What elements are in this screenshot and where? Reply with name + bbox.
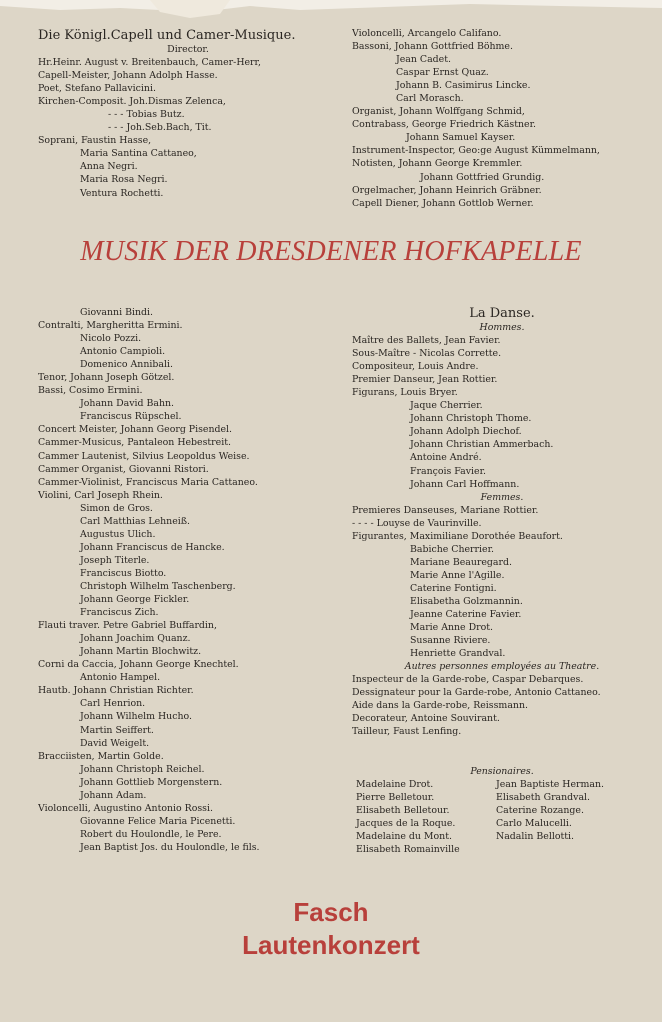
roster-line: Johann B. Casimirus Lincke. [396, 80, 531, 92]
pensionaire-row [356, 791, 604, 804]
roster-line: Johann Christoph Reichel. [80, 763, 205, 775]
pensionaire-name: Carlo Malucelli. [496, 818, 572, 830]
roster-line: - - - Joh.Seb.Bach, Tit. [108, 122, 212, 134]
roster-line: Instrument-Inspector, Geo:ge August Kümmelmann, [352, 145, 600, 157]
pensionaire-row [356, 843, 604, 856]
pensionaire-name: Caterine Rozange. [496, 805, 584, 817]
roster-line: Franciscus Rüpschel. [80, 411, 182, 423]
roster-line: Augustus Ulich. [80, 528, 156, 540]
roster-line: Babiche Cherrier. [410, 543, 494, 555]
roster-line: Carl Morasch. [396, 93, 464, 105]
pensionaire-row [356, 778, 604, 791]
roster-line: Ventura Rochetti. [80, 187, 164, 199]
roster-line: Susanne Riviere. [410, 635, 491, 647]
roster-line: Joseph Titerle. [80, 554, 150, 566]
roster-line: Marie Anne Drot. [410, 622, 493, 634]
roster-line: Maria Rosa Negri. [80, 174, 168, 186]
roster-line: Femmes. [480, 491, 524, 503]
roster-line: Dessignateur pour la Garde-robe, Antonio Cattaneo. [352, 687, 601, 699]
roster-line: Jean Cadet. [396, 54, 451, 66]
roster-line: Johann Martin Blochwitz. [80, 646, 202, 658]
roster-line: - - - - Louyse de Vaurinville. [352, 517, 482, 529]
pensionaire-row [356, 817, 604, 830]
roster-line: Giovanne Felice Maria Picenetti. [80, 815, 236, 827]
roster-line: Giovanni Bindi. [80, 307, 153, 318]
lower-left-roster [38, 306, 343, 854]
pensionaire-name: Madelaine du Mont. [356, 831, 452, 843]
roster-line: Aide dans la Garde-robe, Reissmann. [352, 700, 528, 712]
roster-line: La Danse. [469, 306, 535, 321]
top-right-roster [352, 27, 652, 210]
roster-line: Decorateur, Antoine Souvirant. [352, 713, 500, 725]
roster-line: Jeanne Caterine Favier. [410, 609, 522, 621]
roster-line: Figurans, Louis Bryer. [352, 387, 458, 399]
roster-line: Violoncelli, Augustino Antonio Rossi. [38, 802, 213, 814]
roster-line: Johann Adolph Diechof. [410, 426, 522, 438]
roster-line: Cammer-Violinist, Franciscus Maria Cattaneo. [38, 476, 258, 488]
roster-line: Jaque Cherrier. [410, 400, 483, 412]
roster-line: Johann Carl Hoffmann. [410, 478, 520, 490]
roster-line: Premieres Danseuses, Mariane Rottier. [352, 504, 539, 516]
roster-line: Johann Christoph Thome. [410, 413, 532, 425]
roster-line: Robert du Houlondle, le Pere. [80, 828, 222, 840]
roster-line: Tenor, Johann Joseph Götzel. [38, 372, 175, 384]
roster-line: Christoph Wilhelm Taschenberg. [80, 580, 236, 592]
roster-line: Johann Wilhelm Hucho. [80, 711, 192, 723]
pensionaire-name: Elisabeth Romainville [356, 844, 460, 856]
roster-line: Johann Adam. [80, 789, 147, 801]
roster-line: Hr.Heinr. August v. Breitenbauch, Camer-Herr, [38, 57, 261, 69]
roster-line: Carl Henrion. [80, 698, 146, 710]
pensionaire-name: Elisabeth Grandval. [496, 792, 591, 804]
roster-line: Franciscus Biotto. [80, 567, 167, 579]
roster-line: David Weigelt. [80, 737, 150, 749]
pensionaire-name: Elisabeth Belletour. [356, 805, 450, 817]
roster-line: Franciscus Zich. [80, 607, 159, 619]
roster-line: Cammer Organist, Giovanni Ristori. [38, 463, 209, 475]
roster-line: Die Königl.Capell und Camer-Musique. [38, 28, 296, 43]
roster-line: Antonio Campioli. [80, 346, 166, 358]
roster-line: Capell Diener, Johann Gottlob Werner. [352, 197, 534, 209]
roster-line: Johann Franciscus de Hancke. [80, 541, 225, 553]
roster-line: Johann Gottfried Grundig. [420, 171, 545, 183]
roster-line: Caterine Fontigni. [410, 582, 497, 594]
pensionaire-name: Nadalin Bellotti. [496, 831, 574, 843]
roster-line: Notisten, Johann George Kremmler. [352, 158, 523, 170]
roster-line: Orgelmacher, Johann Heinrich Gräbner. [352, 184, 542, 196]
roster-line: - - - Tobias Butz. [108, 109, 185, 121]
roster-line: Poet, Stefano Pallavicini. [38, 83, 156, 95]
roster-line: Tailleur, Faust Lenfing. [352, 726, 462, 738]
pensionaire-name: Madelaine Drot. [356, 779, 434, 790]
roster-line: Mariane Beauregard. [410, 556, 512, 568]
roster-line: Maître des Ballets, Jean Favier. [352, 335, 501, 347]
roster-line: Bassi, Cosimo Ermini. [38, 385, 143, 397]
roster-line: Nicolo Pozzi. [80, 333, 142, 345]
torn-edge [0, 0, 662, 30]
roster-line: Violoncelli, Arcangelo Califano. [352, 28, 502, 39]
roster-line: Premier Danseur, Jean Rottier. [352, 374, 498, 386]
roster-line: Violini, Carl Joseph Rhein. [38, 489, 163, 501]
roster-line: Johann George Fickler. [80, 594, 190, 606]
lower-right-roster [352, 306, 652, 739]
roster-line: Henriette Grandval. [410, 648, 506, 660]
roster-line: Inspecteur de la Garde-robe, Caspar Debarques. [352, 674, 584, 686]
roster-line: Simon de Gros. [80, 502, 153, 514]
pensionaire-name: Jean Baptiste Herman. [496, 779, 604, 790]
roster-line: Domenico Annibali. [80, 359, 173, 371]
roster-line: Maria Santina Cattaneo, [80, 148, 197, 160]
roster-line: Johann Joachim Quanz. [80, 633, 191, 645]
pensionaires-list [356, 778, 604, 856]
roster-line: Anna Negri. [80, 161, 138, 173]
roster-line: Contrabass, George Friedrich Kästner. [352, 119, 537, 131]
roster-line: Elisabetha Golzmannin. [410, 595, 523, 607]
pensionaire-name: Jacques de la Roque. [356, 818, 456, 830]
roster-line: Corni da Caccia, Johann George Knechtel. [38, 659, 239, 671]
pensionaires-heading: Pensionaires. [470, 766, 534, 777]
roster-line: Antonio Hampel. [80, 672, 161, 684]
footer-composer: Fasch [293, 897, 369, 927]
roster-line: Johann Samuel Kayser. [406, 132, 516, 144]
pensionaire-row [356, 830, 604, 843]
roster-line: Director. [167, 44, 209, 55]
roster-line: Capell-Meister, Johann Adolph Hasse. [38, 70, 218, 82]
roster-line: Johann Christian Ammerbach. [410, 439, 554, 451]
roster-line: Caspar Ernst Quaz. [396, 67, 489, 79]
roster-line: Kirchen-Composit. Joh.Dismas Zelenca, [38, 96, 226, 108]
roster-line: Cammer Lautenist, Silvius Leopoldus Weise. [38, 450, 250, 462]
roster-line: Marie Anne l'Agille. [410, 569, 505, 581]
roster-line: Hautb. Johann Christian Richter. [38, 685, 194, 697]
roster-line: Hommes. [479, 322, 525, 333]
roster-line: Organist, Johann Wolffgang Schmid, [352, 106, 525, 118]
pensionaire-row [356, 804, 604, 817]
pensionaire-name: Pierre Belletour. [356, 792, 435, 804]
roster-line: Sous-Maître - Nicolas Corrette. [352, 348, 502, 360]
roster-line: Antoine André. [410, 452, 482, 464]
roster-line: Martin Seiffert. [80, 724, 154, 736]
roster-line: Flauti traver. Petre Gabriel Buffardin, [38, 620, 217, 632]
roster-line: Bracciisten, Martin Golde. [38, 750, 164, 762]
roster-line: Concert Meister, Johann Georg Pisendel. [38, 424, 233, 436]
roster-line: Cammer-Musicus, Pantaleon Hebestreit. [38, 437, 231, 449]
roster-line: Jean Baptist Jos. du Houlondle, le fils. [80, 841, 260, 853]
roster-line: Autres personnes employées au Theatre. [404, 661, 600, 673]
roster-line: Johann Gottlieb Morgenstern. [80, 776, 223, 788]
roster-line: Carl Matthias Lehneiß. [80, 515, 191, 527]
roster-line: Bassoni, Johann Gottfried Böhme. [352, 41, 513, 53]
footer-work: Lautenkonzert [242, 930, 420, 960]
main-title: MUSIK DER DRESDENER HOFKAPELLE [80, 236, 582, 267]
top-left-roster [38, 28, 338, 200]
roster-line: Contralti, Margheritta Ermini. [38, 320, 183, 332]
roster-line: François Favier. [410, 465, 487, 477]
roster-line: Figurantes, Maximiliane Dorothée Beaufort. [352, 530, 563, 542]
roster-line: Soprani, Faustin Hasse, [38, 135, 152, 147]
roster-line: Compositeur, Louis Andre. [352, 361, 479, 373]
roster-line: Johann David Bahn. [80, 398, 175, 410]
